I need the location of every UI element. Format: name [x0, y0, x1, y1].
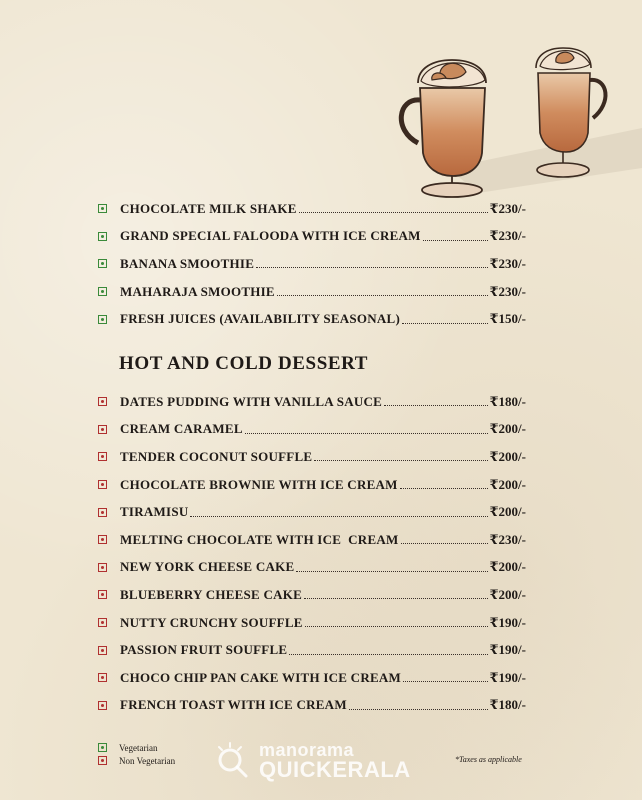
item-price: ₹230/-	[489, 531, 526, 547]
dotted-leader	[304, 598, 487, 599]
menu-item	[98, 416, 526, 444]
menu-item	[98, 526, 526, 554]
tax-note: *Taxes as applicable	[455, 755, 522, 764]
dotted-leader	[277, 295, 488, 296]
item-price: ₹190/-	[489, 642, 526, 658]
item-name: NEW YORK CHEESE CAKE	[120, 559, 295, 575]
watermark-text	[259, 741, 411, 781]
dotted-leader	[349, 709, 488, 710]
menu-item	[98, 305, 526, 333]
veg-icon	[98, 259, 107, 268]
item-name: CREAM CARAMEL	[120, 421, 243, 437]
item-price: ₹190/-	[489, 614, 526, 630]
legend-veg	[98, 741, 175, 754]
veg-icon	[98, 204, 107, 213]
non-veg-icon	[98, 618, 107, 627]
non-veg-icon	[98, 590, 107, 599]
watermark-logo	[213, 741, 411, 781]
menu-item	[98, 498, 526, 526]
non-veg-icon	[98, 480, 107, 489]
non-veg-icon	[98, 425, 107, 434]
coffee-glasses-illustration	[388, 18, 642, 198]
item-name: BLUEBERRY CHEESE CAKE	[120, 586, 303, 602]
item-price: ₹230/-	[489, 283, 526, 299]
dotted-leader	[402, 323, 487, 324]
dessert-list	[98, 388, 526, 719]
non-veg-icon	[98, 452, 107, 461]
legend-nonveg	[98, 754, 175, 767]
dotted-leader	[400, 488, 488, 489]
dotted-leader	[403, 681, 487, 682]
menu-item	[98, 664, 526, 692]
menu-item	[98, 195, 526, 223]
item-name: FRENCH TOAST WITH ICE CREAM	[120, 697, 347, 713]
menu-item	[98, 278, 526, 306]
item-name: TIRAMISU	[120, 504, 189, 520]
item-name: CHOCOLATE BROWNIE WITH ICE CREAM	[120, 476, 398, 492]
menu-item	[98, 692, 526, 720]
item-name: MAHARAJA SMOOTHIE	[120, 283, 275, 299]
non-veg-icon	[98, 563, 107, 572]
veg-icon	[98, 232, 107, 241]
item-name: TENDER COCONUT SOUFFLE	[120, 448, 313, 464]
beverages-list	[98, 195, 526, 333]
dotted-leader	[299, 212, 488, 213]
non-veg-icon	[98, 646, 107, 655]
menu-item	[98, 554, 526, 582]
item-price: ₹180/-	[489, 393, 526, 409]
item-name: NUTTY CRUNCHY SOUFFLE	[120, 614, 303, 630]
dotted-leader	[296, 571, 487, 572]
dotted-leader	[401, 543, 488, 544]
item-price: ₹230/-	[489, 228, 526, 244]
legend-veg-label: Vegetarian	[119, 742, 158, 753]
menu-item	[98, 223, 526, 251]
veg-icon	[98, 743, 107, 752]
menu-item	[98, 388, 526, 416]
non-veg-icon	[98, 508, 107, 517]
non-veg-icon	[98, 535, 107, 544]
legend-nonveg-label: Non Vegetarian	[119, 755, 176, 766]
non-veg-icon	[98, 756, 107, 765]
item-price: ₹200/-	[489, 421, 526, 437]
veg-icon	[98, 287, 107, 296]
non-veg-icon	[98, 701, 107, 710]
item-name: FRESH JUICES (AVAILABILITY SEASONAL)	[120, 311, 401, 327]
menu-item	[98, 443, 526, 471]
watermark-line2: QUICKERALA	[259, 757, 411, 782]
menu-item	[98, 471, 526, 499]
item-price: ₹200/-	[489, 504, 526, 520]
item-price: ₹200/-	[489, 448, 526, 464]
item-price: ₹200/-	[489, 476, 526, 492]
dotted-leader	[245, 433, 488, 434]
watermark-line1: manorama	[259, 740, 355, 760]
item-price: ₹190/-	[489, 669, 526, 685]
menu-item	[98, 636, 526, 664]
menu-item	[98, 581, 526, 609]
menu-item	[98, 250, 526, 278]
dotted-leader	[314, 460, 487, 461]
dotted-leader	[384, 405, 487, 406]
item-name: PASSION FRUIT SOUFFLE	[120, 642, 288, 658]
item-price: ₹150/-	[489, 311, 526, 327]
dotted-leader	[289, 654, 487, 655]
item-name: DATES PUDDING WITH VANILLA SAUCE	[120, 393, 383, 409]
dotted-leader	[256, 267, 487, 268]
dotted-leader	[305, 626, 488, 627]
magnifier-icon	[213, 741, 253, 781]
non-veg-icon	[98, 397, 107, 406]
item-price: ₹180/-	[489, 697, 526, 713]
dotted-leader	[190, 516, 487, 517]
item-name: GRAND SPECIAL FALOODA WITH ICE CREAM	[120, 228, 421, 244]
veg-icon	[98, 315, 107, 324]
item-price: ₹230/-	[489, 255, 526, 271]
item-name: CHOCOLATE MILK SHAKE	[120, 200, 297, 216]
section-title: HOT AND COLD DESSERT	[119, 353, 369, 374]
non-veg-icon	[98, 673, 107, 682]
legend	[98, 741, 175, 767]
item-name: CHOCO CHIP PAN CAKE WITH ICE CREAM	[120, 669, 402, 685]
item-price: ₹200/-	[489, 559, 526, 575]
item-name: BANANA SMOOTHIE	[120, 255, 255, 271]
item-name: MELTING CHOCOLATE WITH ICE CREAM	[120, 531, 399, 547]
item-price: ₹200/-	[489, 586, 526, 602]
menu-item	[98, 609, 526, 637]
item-price: ₹230/-	[489, 200, 526, 216]
dotted-leader	[423, 240, 488, 241]
